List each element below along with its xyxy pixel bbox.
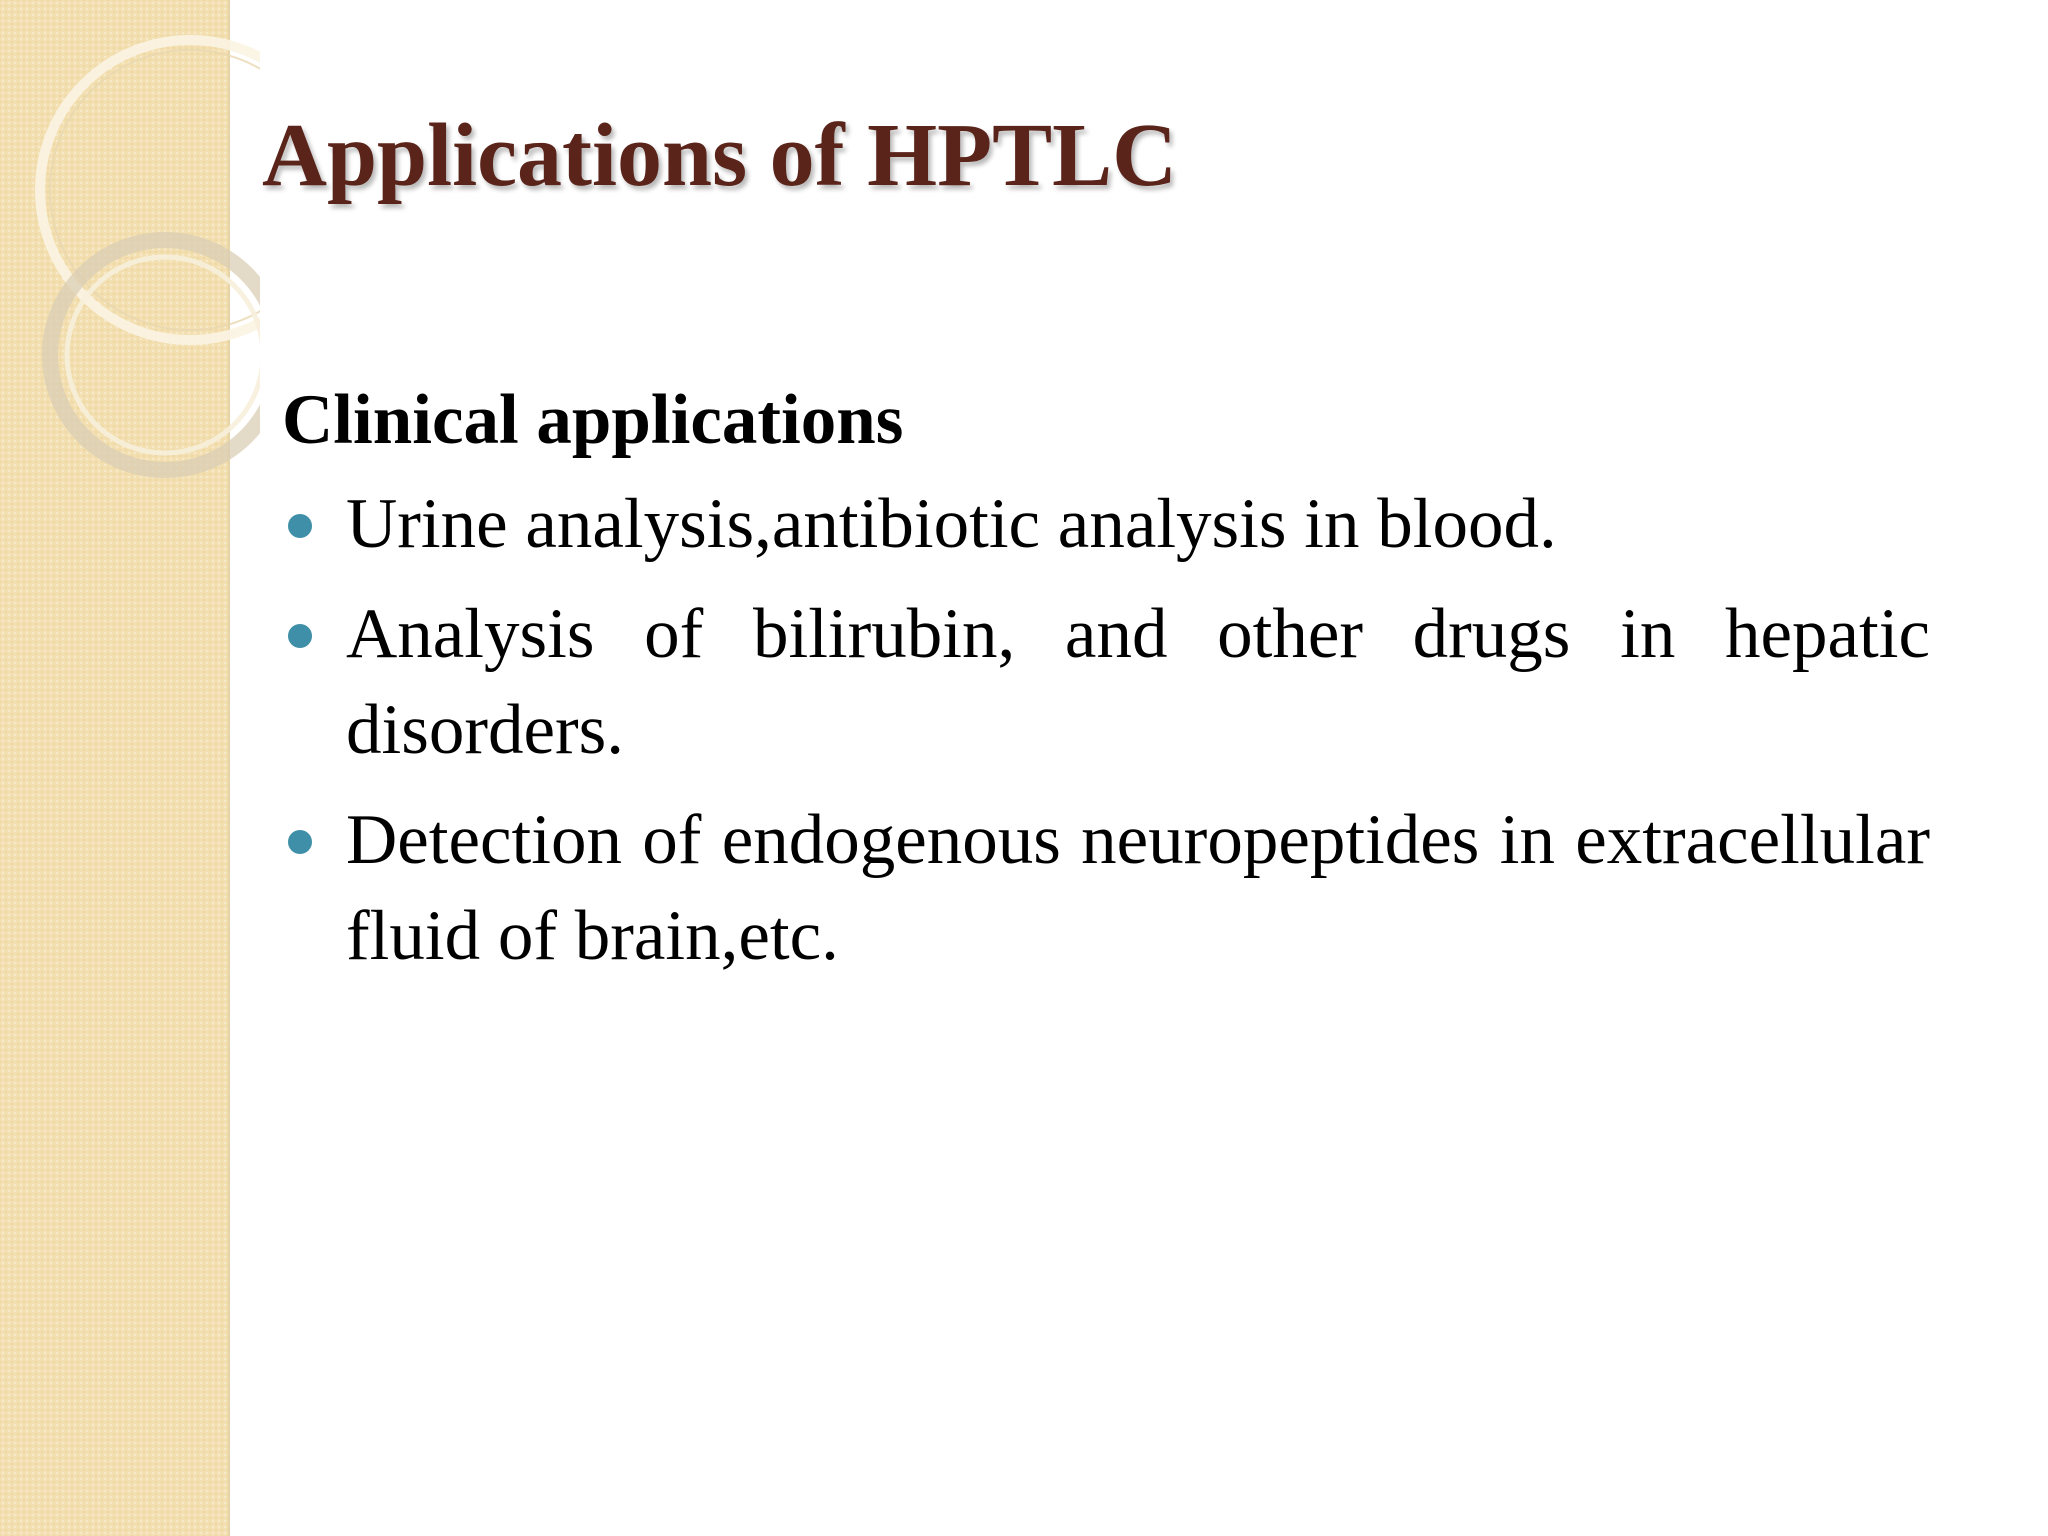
bullet-item — [282, 476, 1930, 572]
slide-content — [282, 378, 1930, 998]
bullet-text: Detection of endogenous neuropeptides in extracellular fluid of brain,etc. — [346, 801, 1930, 975]
bullet-text: Analysis of bilirubin, and other drugs in hepatic disorders. — [346, 595, 1930, 769]
bullet-dot-icon — [288, 624, 312, 648]
slide-title: Applications of HPTLC — [262, 106, 1178, 205]
bullet-dot-icon — [288, 830, 312, 854]
bullet-list — [282, 476, 1930, 984]
bullet-item — [282, 586, 1930, 778]
bullet-text: Urine analysis,antibiotic analysis in blood. — [346, 485, 1557, 563]
bullet-dot-icon — [288, 514, 312, 538]
section-subheading: Clinical applications — [282, 381, 904, 459]
decorative-side-band — [0, 0, 230, 1536]
bullet-item — [282, 792, 1930, 984]
